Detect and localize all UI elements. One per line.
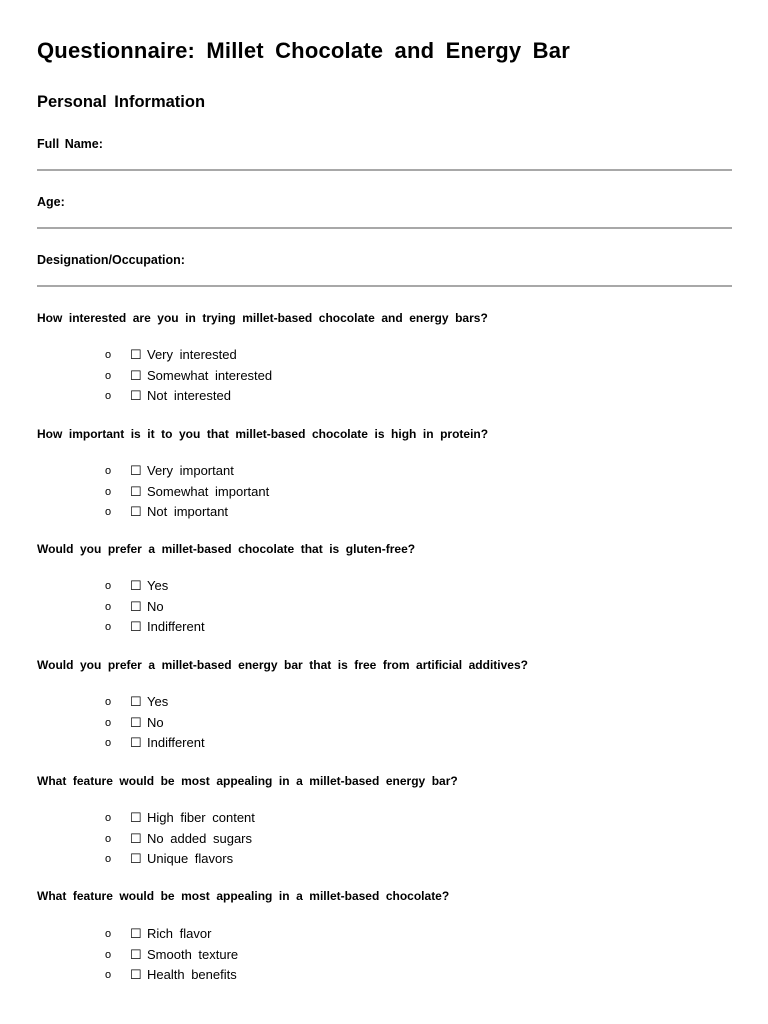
age-label: Age: (37, 195, 65, 209)
option-label: High fiber content (147, 810, 255, 825)
question-energy-bar-feature: What feature would be most appealing in a millet-based energy bar? (37, 774, 458, 788)
option-item[interactable] (105, 713, 205, 734)
options-additives (105, 692, 205, 754)
option-item[interactable] (105, 849, 255, 870)
option-label: Not interested (147, 388, 231, 403)
option-item[interactable] (105, 733, 205, 754)
checkbox-icon[interactable]: ☐ (130, 830, 142, 846)
option-item[interactable] (105, 808, 255, 829)
bullet-icon: o (105, 928, 112, 940)
option-item[interactable] (105, 502, 269, 523)
page-title: Questionnaire: Millet Chocolate and Energy Bar (37, 38, 570, 63)
option-label: Not important (147, 504, 229, 519)
checkbox-icon[interactable]: ☐ (130, 926, 142, 941)
question-protein: How important is it to you that millet-based chocolate is high in protein? (37, 427, 489, 441)
option-label: Indifferent (147, 735, 205, 750)
age-line[interactable] (37, 227, 732, 229)
bullet-icon: o (105, 580, 112, 592)
bullet-icon: o (105, 349, 112, 361)
checkbox-icon[interactable]: ☐ (130, 619, 142, 634)
option-item[interactable] (105, 692, 205, 713)
occupation-label: Designation/Occupation: (37, 253, 185, 267)
checkbox-icon[interactable]: ☐ (130, 946, 142, 962)
option-item[interactable] (105, 924, 238, 945)
bullet-icon: o (105, 369, 112, 382)
bullet-icon: o (105, 737, 112, 749)
option-label: No (147, 714, 164, 730)
checkbox-icon[interactable]: ☐ (130, 598, 142, 614)
bullet-icon: o (105, 485, 112, 498)
question-gluten-free: Would you prefer a millet-based chocolate that is gluten-free? (37, 542, 416, 556)
option-label: Smooth texture (147, 946, 239, 962)
question-chocolate-feature: What feature would be most appealing in a millet-based chocolate? (37, 889, 450, 903)
option-label: Health benefits (147, 967, 237, 982)
options-gluten-free (105, 576, 205, 638)
option-label: No added sugars (147, 830, 253, 846)
option-item[interactable] (105, 829, 255, 850)
checkbox-icon[interactable]: ☐ (130, 483, 142, 499)
bullet-icon: o (105, 506, 112, 518)
options-interest (105, 345, 272, 407)
checkbox-icon[interactable]: ☐ (130, 367, 142, 383)
occupation-line[interactable] (37, 285, 732, 287)
bullet-icon: o (105, 621, 112, 633)
bullet-icon: o (105, 853, 112, 865)
option-item[interactable] (105, 345, 272, 366)
option-label: Yes (147, 578, 169, 593)
bullet-icon: o (105, 832, 112, 845)
bullet-icon: o (105, 716, 112, 729)
options-chocolate-feature (105, 924, 238, 986)
option-item[interactable] (105, 965, 238, 986)
full-name-label: Full Name: (37, 137, 103, 151)
option-item[interactable] (105, 482, 269, 503)
option-item[interactable] (105, 945, 238, 966)
bullet-icon: o (105, 465, 112, 477)
option-label: Very important (147, 463, 234, 478)
option-label: Unique flavors (147, 851, 234, 866)
full-name-line[interactable] (37, 169, 732, 171)
option-item[interactable] (105, 366, 272, 387)
bullet-icon: o (105, 812, 112, 824)
options-protein (105, 461, 269, 523)
bullet-icon: o (105, 969, 112, 981)
option-item[interactable] (105, 461, 269, 482)
question-interest: How interested are you in trying millet-based chocolate and energy bars? (37, 311, 488, 325)
option-label: Indifferent (147, 619, 205, 634)
option-label: Yes (147, 694, 169, 709)
checkbox-icon[interactable]: ☐ (130, 463, 142, 478)
question-additives: Would you prefer a millet-based energy bar that is free from artificial additives? (37, 658, 528, 672)
option-label: Very interested (147, 347, 237, 362)
checkbox-icon[interactable]: ☐ (130, 851, 142, 866)
option-label: No (147, 598, 164, 614)
checkbox-icon[interactable]: ☐ (130, 578, 142, 593)
checkbox-icon[interactable]: ☐ (130, 388, 142, 403)
option-label: Somewhat important (147, 483, 270, 499)
checkbox-icon[interactable]: ☐ (130, 967, 142, 982)
option-item[interactable] (105, 386, 272, 407)
checkbox-icon[interactable]: ☐ (130, 714, 142, 730)
checkbox-icon[interactable]: ☐ (130, 694, 142, 709)
option-item[interactable] (105, 617, 205, 638)
checkbox-icon[interactable]: ☐ (130, 504, 142, 519)
bullet-icon: o (105, 696, 112, 708)
option-label: Rich flavor (147, 926, 212, 941)
option-label: Somewhat interested (147, 367, 273, 383)
bullet-icon: o (105, 948, 112, 961)
bullet-icon: o (105, 390, 112, 402)
option-item[interactable] (105, 597, 205, 618)
bullet-icon: o (105, 600, 112, 613)
options-energy-bar-feature (105, 808, 255, 870)
checkbox-icon[interactable]: ☐ (130, 735, 142, 750)
section-title-personal-information: Personal Information (37, 93, 206, 111)
option-item[interactable] (105, 576, 205, 597)
checkbox-icon[interactable]: ☐ (130, 810, 142, 825)
checkbox-icon[interactable]: ☐ (130, 347, 142, 362)
